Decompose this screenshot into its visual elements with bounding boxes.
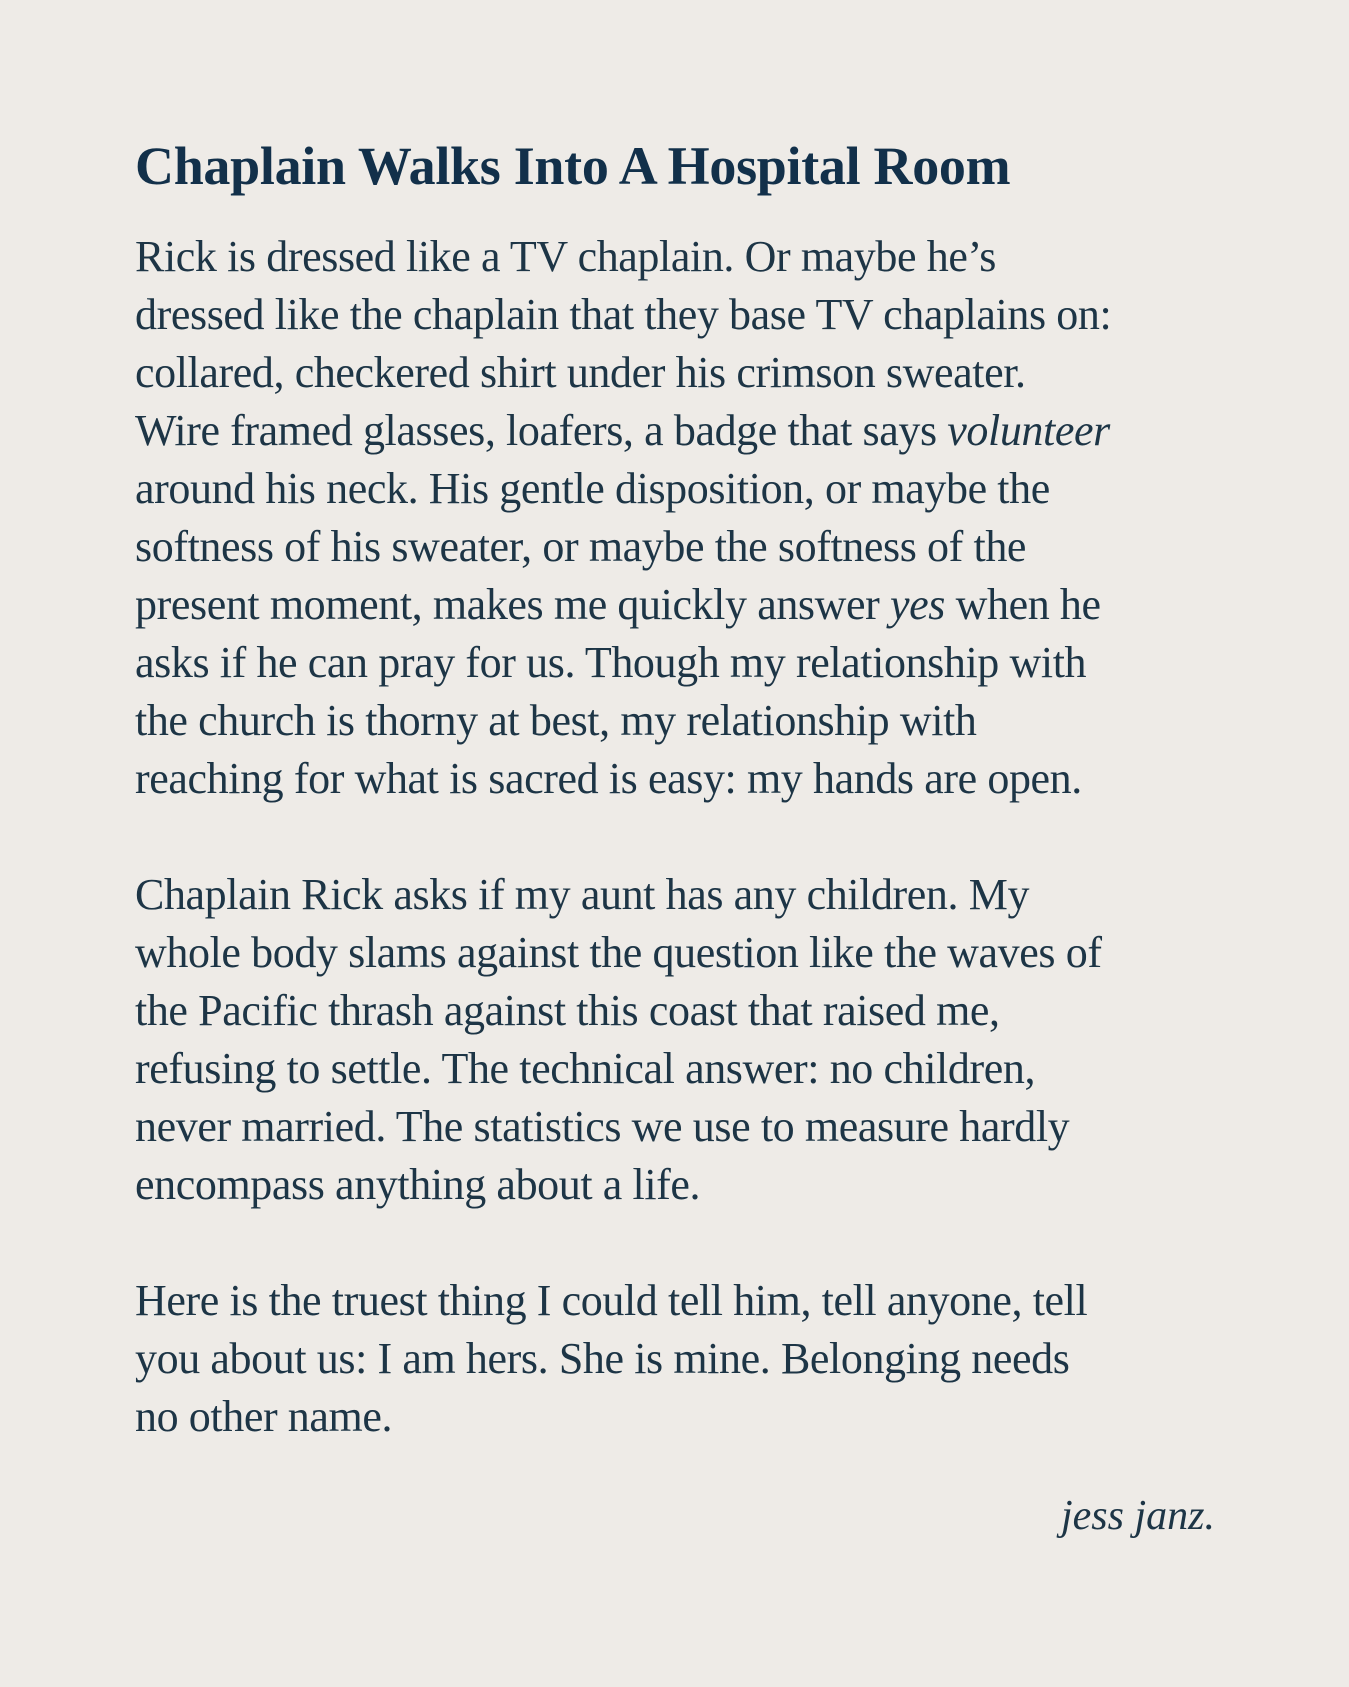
text-line: [135, 1330, 1225, 1388]
text-line: [135, 344, 1225, 402]
text-line: [135, 1040, 1225, 1098]
text-segment: whole body slams against the question like the waves of: [135, 928, 1102, 977]
text-line: [135, 750, 1225, 808]
body-text: [135, 228, 1225, 1446]
text-segment: the church is thorny at best, my relationship with: [135, 696, 977, 745]
text-line: [135, 460, 1225, 518]
paragraph: [135, 228, 1225, 808]
text-segment: present moment, makes me quickly answer: [135, 580, 891, 629]
text-segment: Rick is dressed like a TV chaplain. Or maybe he’s: [135, 232, 997, 281]
text-line: [135, 1156, 1225, 1214]
text-line: [135, 924, 1225, 982]
text-line: [135, 402, 1225, 460]
text-line: [135, 982, 1225, 1040]
text-segment: dressed like the chaplain that they base TV chaplains on:: [135, 290, 1112, 339]
paragraph: [135, 1272, 1225, 1446]
text-segment: when he: [945, 580, 1101, 629]
page-title: Chaplain Walks Into A Hospital Room: [135, 136, 1011, 196]
text-segment: softness of his sweater, or maybe the softness of the: [135, 522, 1027, 571]
text-line: [135, 692, 1225, 750]
text-line: [135, 1272, 1225, 1330]
paragraph: [135, 866, 1225, 1214]
text-segment: encompass anything about a life.: [135, 1160, 701, 1209]
text-line: [135, 634, 1225, 692]
text-segment: collared, checkered shirt under his crimson sweater.: [135, 348, 1026, 397]
text-segment: Chaplain Rick asks if my aunt has any children. My: [135, 870, 1030, 919]
text-segment: around his neck. His gentle disposition, or maybe the: [135, 464, 1050, 513]
text-segment: you about us: I am hers. She is mine. Belonging needs: [135, 1334, 1070, 1383]
text-segment: reaching for what is sacred is easy: my hands are open.: [135, 754, 1082, 803]
text-line: [135, 1098, 1225, 1156]
text-segment: refusing to settle. The technical answer: no children,: [135, 1044, 1036, 1093]
author-signature: jess janz.: [1060, 1493, 1215, 1539]
text-line: [135, 518, 1225, 576]
document: [135, 130, 1225, 1504]
text-line: [135, 576, 1225, 634]
text-segment: Here is the truest thing I could tell him, tell anyone, tell: [135, 1276, 1088, 1325]
text-segment: asks if he can pray for us. Though my relationship with: [135, 638, 1087, 687]
text-segment: never married. The statistics we use to measure hardly: [135, 1102, 1070, 1151]
text-line: [135, 286, 1225, 344]
text-line: [135, 228, 1225, 286]
text-line: [135, 866, 1225, 924]
text-segment: the Pacific thrash against this coast that raised me,: [135, 986, 1000, 1035]
emphasized-text: yes: [890, 580, 945, 629]
text-segment: Wire framed glasses, loafers, a badge that says: [135, 406, 948, 455]
emphasized-text: volunteer: [947, 406, 1110, 455]
text-line: [135, 1388, 1225, 1446]
text-segment: no other name.: [135, 1392, 393, 1441]
